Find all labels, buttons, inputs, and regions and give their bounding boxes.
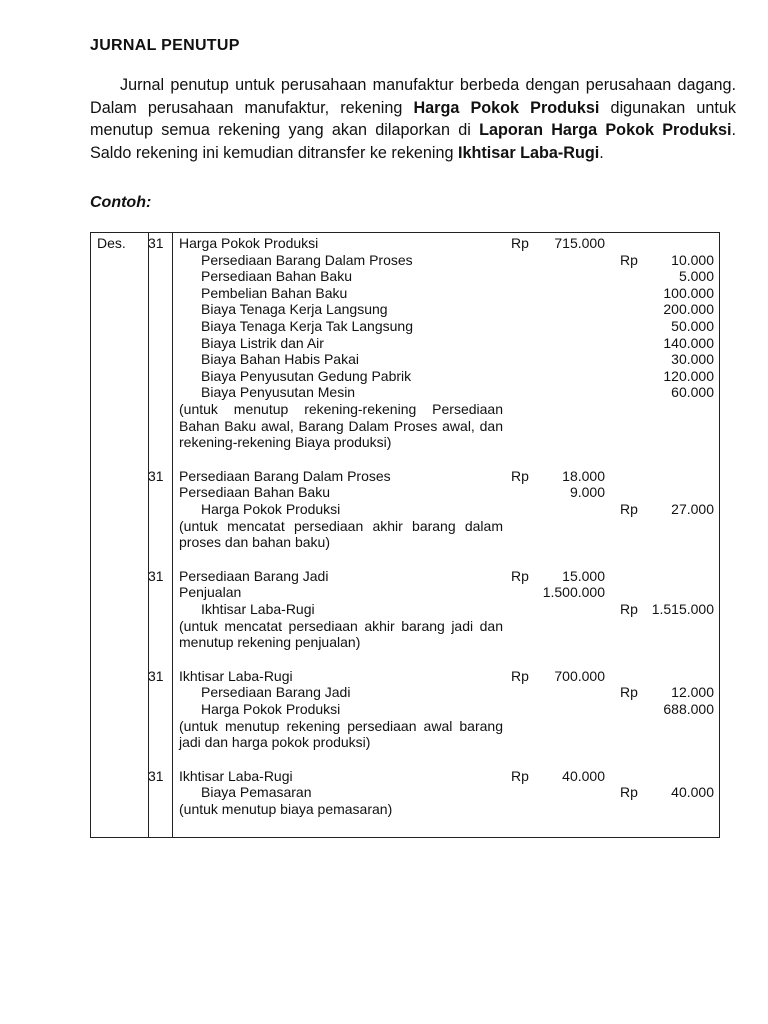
debit-amount (511, 768, 605, 785)
currency-label: Rp (511, 467, 529, 484)
credit-account: Biaya Listrik dan Air (201, 334, 324, 351)
intro-text-3: . Saldo rekening ini kemudian ditransfer ke rekening (90, 121, 736, 162)
column-divider (148, 233, 149, 837)
currency-label: Rp (620, 251, 638, 268)
amount-value: 10.000 (671, 251, 714, 268)
intro-paragraph (90, 74, 736, 164)
debit-account: Harga Pokok Produksi (179, 235, 319, 251)
credit-account: Persediaan Barang Jadi (201, 684, 351, 701)
amount-value: 15.000 (562, 567, 605, 584)
credit-account: Biaya Penyusutan Gedung Pabrik (201, 367, 412, 384)
currency-label: Rp (511, 767, 529, 784)
intro-text-4: . (599, 143, 604, 162)
credit-account: Harga Pokok Produksi (201, 501, 341, 517)
credit-account: Persediaan Bahan Baku (201, 268, 352, 285)
credit-account: Biaya Tenaga Kerja Langsung (201, 301, 388, 318)
amount-value: 27.000 (671, 501, 714, 517)
entry-description: (untuk mencatat persediaan akhir barang jadi dan menutup rekening penjualan) (179, 617, 503, 651)
credit-amount (620, 285, 714, 302)
day-cell: 31 (148, 235, 164, 251)
credit-amount (620, 301, 714, 318)
amount-value: 120.000 (663, 367, 714, 384)
credit-amount (620, 684, 714, 701)
debit-amount (511, 484, 605, 501)
amount-value: 200.000 (663, 301, 714, 318)
amount-value: 100.000 (663, 284, 714, 301)
credit-amount (620, 601, 714, 618)
debit-account: Penjualan (179, 584, 242, 601)
amount-value: 5.000 (678, 268, 714, 285)
credit-amount (620, 318, 714, 335)
debit-amount (511, 568, 605, 585)
amount-value: 9.000 (569, 484, 605, 501)
debit-account: Ikhtisar Laba-Rugi (179, 667, 293, 684)
intro-text-1: Jurnal penutup untuk perusahaan manufaktur berbeda dengan perusahaan dagang. Dalam perusahaan manufaktur, rekening (90, 76, 736, 117)
debit-amount (511, 584, 605, 601)
currency-label: Rp (511, 567, 529, 584)
page-heading: JURNAL PENUTUP (90, 37, 240, 54)
currency-label: Rp (620, 501, 638, 517)
credit-account: Biaya Bahan Habis Pakai (201, 351, 359, 368)
entry-description: (untuk menutup biaya pemasaran) (179, 801, 393, 817)
credit-account: Pembelian Bahan Baku (201, 284, 348, 301)
credit-amount (620, 351, 714, 368)
amount-value: 40.000 (562, 767, 605, 784)
closing-journal-table (90, 232, 720, 838)
credit-amount (620, 501, 714, 518)
entry-description: (untuk menutup rekening persediaan awal barang jadi dan harga pokok produksi) (179, 717, 503, 751)
debit-account: Ikhtisar Laba-Rugi (179, 767, 293, 784)
month-cell: Des. (97, 235, 126, 251)
credit-account: Biaya Tenaga Kerja Tak Langsung (201, 318, 413, 334)
intro-text-2: digunakan untuk menutup semua rekening yang akan dilaporkan di (90, 98, 736, 140)
credit-amount (620, 368, 714, 385)
day-cell: 31 (148, 467, 164, 484)
amount-value: 1.515.000 (651, 601, 714, 617)
entry-description: (untuk mencatat persediaan akhir barang dalam proses dan bahan baku) (179, 517, 503, 551)
credit-amount (620, 268, 714, 285)
amount-value: 18.000 (562, 467, 605, 484)
example-label: Contoh: (90, 194, 152, 211)
debit-amount (511, 235, 605, 252)
debit-account: Persediaan Bahan Baku (179, 484, 330, 501)
day-cell: 31 (148, 667, 164, 684)
debit-amount (511, 668, 605, 685)
intro-bold-2: Laporan Harga Pokok Produksi (479, 121, 732, 140)
credit-amount (620, 384, 714, 401)
currency-label: Rp (620, 784, 638, 801)
currency-label: Rp (511, 667, 529, 684)
credit-account: Biaya Penyusutan Mesin (201, 384, 356, 401)
entry-description: (untuk menutup rekening-rekening Persediaan Bahan Baku awal, Barang Dalam Proses awal, dan rekening-rekening Biaya produksi) (179, 401, 503, 451)
amount-value: 715.000 (554, 235, 605, 251)
credit-amount (620, 252, 714, 269)
credit-amount (620, 701, 714, 718)
amount-value: 30.000 (671, 351, 714, 368)
currency-label: Rp (620, 601, 638, 617)
day-cell: 31 (148, 767, 164, 784)
amount-value: 40.000 (671, 784, 714, 801)
debit-account: Persediaan Barang Jadi (179, 567, 329, 584)
amount-value: 688.000 (663, 701, 714, 717)
credit-account: Persediaan Barang Dalam Proses (201, 251, 413, 268)
amount-value: 60.000 (671, 384, 714, 401)
amount-value: 700.000 (554, 667, 605, 684)
currency-label: Rp (620, 684, 638, 701)
credit-amount (620, 335, 714, 352)
intro-bold-3: Ikhtisar Laba-Rugi (458, 143, 600, 162)
intro-bold-1: Harga Pokok Produksi (413, 98, 600, 117)
credit-account: Biaya Pemasaran (201, 784, 312, 801)
credit-account: Harga Pokok Produksi (201, 701, 341, 717)
credit-amount (620, 784, 714, 801)
day-cell: 31 (148, 567, 164, 584)
column-divider (172, 233, 173, 837)
amount-value: 140.000 (663, 334, 714, 351)
amount-value: 50.000 (671, 318, 714, 334)
debit-amount (511, 468, 605, 485)
amount-value: 1.500.000 (542, 584, 605, 601)
currency-label: Rp (511, 235, 529, 251)
credit-account: Ikhtisar Laba-Rugi (201, 601, 315, 617)
debit-account: Persediaan Barang Dalam Proses (179, 467, 391, 484)
amount-value: 12.000 (671, 684, 714, 701)
